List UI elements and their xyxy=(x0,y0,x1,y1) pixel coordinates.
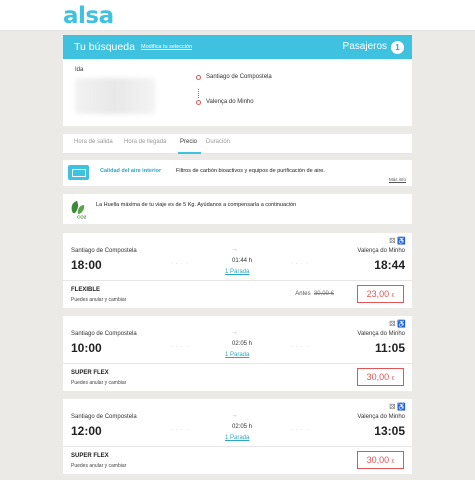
air-quality-text: Filtros de carbón bioactivos y equipos de purificación de aire. xyxy=(176,168,325,174)
tab-duration[interactable]: Duración xyxy=(206,139,231,145)
amenities-seat-bike-icons: ⚄ ♿ xyxy=(389,238,406,245)
passengers-label[interactable]: Pasajeros xyxy=(342,41,387,52)
dotted-separator: · · · · xyxy=(291,344,309,350)
top-bar xyxy=(0,0,475,31)
modify-search-link[interactable]: Modifica tu selección xyxy=(141,43,193,50)
previous-price xyxy=(295,291,334,297)
journey-duration: 02:05 h xyxy=(232,341,253,347)
journey-summary xyxy=(63,316,412,363)
fare-description: Puedes anular y cambiar xyxy=(71,463,127,469)
journey-summary xyxy=(63,399,412,446)
origin-dot-icon xyxy=(196,75,201,80)
dotted-separator: · · · · xyxy=(171,344,189,350)
price-button[interactable] xyxy=(357,285,404,303)
search-title: Tu búsqueda xyxy=(74,41,135,53)
previous-price-label: Antes xyxy=(295,291,311,297)
price-value: 30,00 xyxy=(366,455,390,465)
search-header xyxy=(63,35,412,59)
co2-footprint-icon xyxy=(69,199,87,219)
journey-origin: Santiago de Compostela xyxy=(71,414,137,420)
price-currency: € xyxy=(391,376,395,382)
price-value: 23,00 xyxy=(366,289,390,299)
arrival-time: 11:05 xyxy=(374,341,405,355)
fare-row xyxy=(63,280,412,308)
journey-summary xyxy=(63,233,412,280)
tab-price[interactable]: Precio xyxy=(180,139,198,145)
journey-destination: Valença do Minho xyxy=(357,248,405,254)
journey-destination: Valença do Minho xyxy=(357,414,405,420)
results-container xyxy=(63,35,412,474)
journey-origin: Santiago de Compostela xyxy=(71,331,137,337)
carbon-footprint-banner xyxy=(63,194,412,224)
previous-price-value: 30,00 € xyxy=(313,291,334,297)
arrow-right-icon: → xyxy=(231,246,238,253)
air-quality-title: Calidad del aire interior xyxy=(100,168,162,174)
route-line xyxy=(198,89,199,98)
journey-origin: Santiago de Compostela xyxy=(71,248,137,254)
price-currency: € xyxy=(391,293,395,299)
arrow-right-icon: → xyxy=(231,329,238,336)
fare-description: Puedes anular y cambiar xyxy=(71,380,127,386)
amenities-seat-bike-icons: ⚄ ♿ xyxy=(389,321,406,328)
amenities-seat-bike-icons: ⚄ ♿ xyxy=(389,404,406,411)
journey-card[interactable] xyxy=(63,233,412,308)
stops-link[interactable]: 1 Parada xyxy=(225,435,250,441)
arrival-time: 18:44 xyxy=(374,258,405,272)
tab-departure-time[interactable]: Hora de salida xyxy=(74,139,113,145)
trip-type: Ida xyxy=(75,67,84,73)
bus-air-icon xyxy=(68,165,89,180)
destination-name: Valença do Minho xyxy=(206,99,254,105)
dotted-separator: · · · · xyxy=(171,261,189,267)
stops-link[interactable]: 1 Parada xyxy=(225,269,250,275)
air-quality-banner xyxy=(63,160,412,186)
fare-name: SUPER FLEX xyxy=(71,370,109,376)
tab-arrival-time[interactable]: Hora de llegada xyxy=(124,139,167,145)
departure-time: 18:00 xyxy=(71,258,102,272)
arrival-time: 13:05 xyxy=(374,424,405,438)
fare-row xyxy=(63,363,412,391)
alsa-logo[interactable]: alsa xyxy=(63,3,114,29)
price-value: 30,00 xyxy=(366,372,390,382)
more-info-link[interactable]: Más info xyxy=(388,177,406,182)
price-button[interactable] xyxy=(357,451,404,469)
price-button[interactable] xyxy=(357,368,404,386)
destination-dot-icon xyxy=(196,100,201,105)
search-summary xyxy=(63,59,412,126)
dotted-separator: · · · · xyxy=(291,427,309,433)
passengers-count-badge[interactable]: 1 xyxy=(391,41,404,54)
co2-icon-label: CO2 xyxy=(77,214,87,219)
route-summary xyxy=(193,73,363,119)
sort-tabs xyxy=(63,134,412,154)
stops-link[interactable]: 1 Parada xyxy=(225,352,250,358)
carbon-footprint-text: La Huella máxima de tu viaje es de 5 Kg. Ayúdanos a compensarla a continuación xyxy=(96,202,297,208)
journey-duration: 02:05 h xyxy=(232,424,253,430)
journey-destination: Valença do Minho xyxy=(357,331,405,337)
departure-time: 10:00 xyxy=(71,341,102,355)
date-placeholder-blurred xyxy=(75,78,155,114)
fare-name: FLEXIBLE xyxy=(71,287,101,293)
active-tab-indicator xyxy=(178,152,201,154)
price-currency: € xyxy=(391,459,395,465)
journey-card[interactable] xyxy=(63,316,412,391)
journey-card[interactable] xyxy=(63,399,412,474)
origin-name: Santiago de Compostela xyxy=(206,74,272,80)
fare-row xyxy=(63,446,412,474)
journey-duration: 01:44 h xyxy=(232,258,253,264)
fare-description: Puedes anular y cambiar xyxy=(71,297,127,303)
arrow-right-icon: → xyxy=(231,412,238,419)
dotted-separator: · · · · xyxy=(291,261,309,267)
dotted-separator: · · · · xyxy=(171,427,189,433)
fare-name: SUPER FLEX xyxy=(71,453,109,459)
departure-time: 12:00 xyxy=(71,424,102,438)
